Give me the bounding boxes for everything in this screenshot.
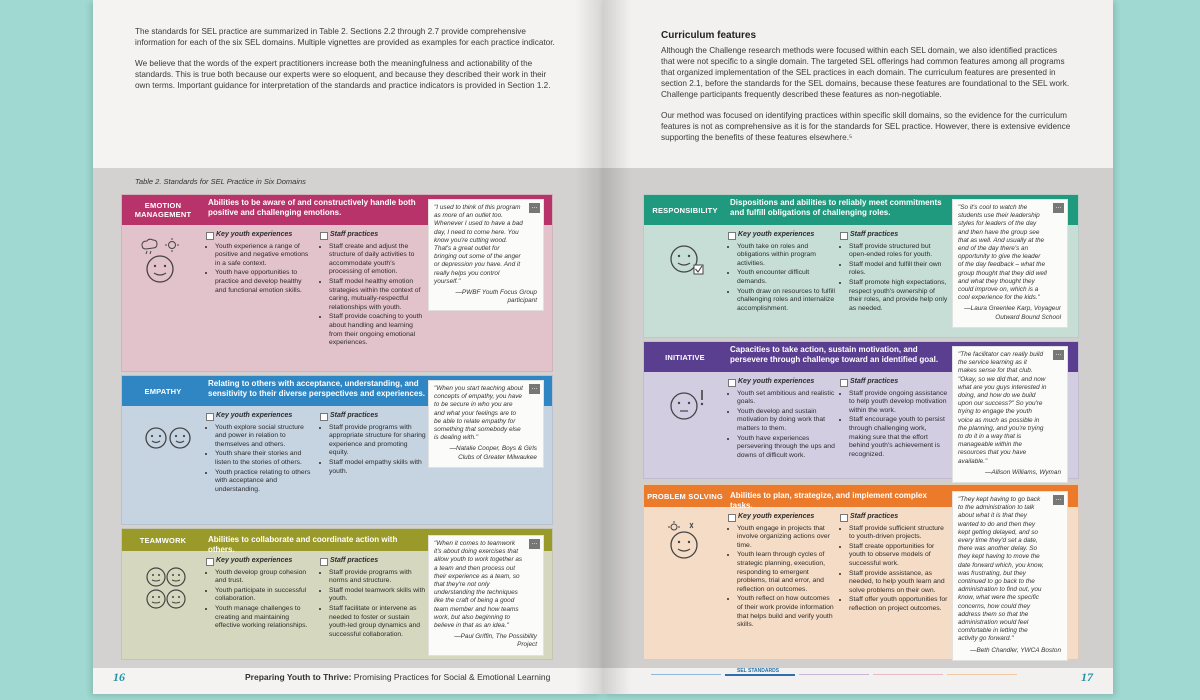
section-heading: Curriculum features (661, 30, 757, 41)
book-spread (93, 0, 1113, 700)
list-item: • Youth reflect on how outcomes of their work provide information that helps build and verify youth skills. (737, 595, 836, 629)
key-youth-heading: Key youth experiences (206, 412, 314, 421)
list-item: • Youth practice relating to others with acceptance and understanding. (215, 469, 314, 495)
section-nav-strip (651, 668, 1031, 680)
domain-name: INITIATIVE (665, 352, 705, 362)
footer-title-rest: Promising Practices for Social & Emotional Learning (351, 672, 551, 682)
quote-icon: ... (529, 384, 540, 394)
staff-practices-heading: Staff practices (320, 231, 428, 240)
key-youth-heading: Key youth experiences (206, 231, 314, 240)
intro-paragraph: We believe that the words of the expert practitioners increase both the meaningfulness and actionability of the standards. This is true both because our experts were so eloquent, and because they described their work in their own terms. Important guidance for interpretation of the standards and practice indicators is provided in Section 1.2. (135, 59, 551, 90)
list-item: • Youth manage challenges to creating and maintaining effective working relationships. (215, 605, 314, 631)
key-youth-heading: Key youth experiences (206, 557, 314, 566)
list-item: • Staff provide ongoing assistance to help youth develop motivation within the work. (849, 390, 948, 416)
key-youth-heading: Key youth experiences (728, 378, 836, 387)
key-youth-column (206, 231, 314, 296)
right-page (603, 0, 1113, 694)
quote-attribution: —Natalie Cooper, Boys & Girls Clubs of Greater Milwaukee (449, 445, 537, 461)
key-youth-column (728, 231, 836, 314)
domain-emotion-management (121, 194, 553, 372)
quote-icon: ... (1053, 495, 1064, 505)
running-footer-title (245, 672, 550, 682)
staff-practices-heading: Staff practices (840, 513, 948, 522)
quote-box (952, 491, 1068, 661)
left-intro (135, 26, 555, 101)
domain-name: TEAMWORK (139, 535, 187, 545)
quote-box (952, 199, 1068, 328)
list-item: • Youth develop group cohesion and trust. (215, 569, 314, 586)
intro-paragraph: The standards for SEL practice are summarized in Table 2. Sections 2.2 through 2.7 provide comprehensive information for each of the six SEL domains. Multiple vignettes are provided as examples for each practice indicator. (135, 27, 555, 47)
list-item: • Youth draw on resources to fulfill challenging roles and internalize accomplishment. (737, 288, 836, 314)
checkmark-face-icon (660, 237, 720, 287)
list-item: • Youth experience a range of positive and negative emotions in a safe context. (215, 243, 314, 269)
intro-paragraph: Our method was focused on identifying practices within specific skill domains, so the evidence for the curriculum features is not as comprehensive as it is for the standards for SEL practice. However, there is extensive evidence supporting the benefits of these features elsewhere.⁵ (661, 111, 1071, 142)
quote-text: "When it comes to teamwork it's about doing exercises that allow youth to work together as a team and then process out their experience as a team, so that they're not only understanding the techniques like the craft of being a good team member and how teams work, but also beginning to believe in that as an idea." (434, 540, 523, 630)
domain-name: EMPATHY (144, 386, 182, 396)
list-item: • Youth learn through cycles of strategic planning, execution, responding to emergent problems, trial and error, and reflection on outcomes. (737, 551, 836, 594)
quote-box (952, 346, 1068, 483)
domain-description: Abilities to collaborate and coordinate action with others. (208, 535, 398, 554)
quote-icon: ... (529, 203, 540, 213)
quote-box (428, 380, 544, 468)
domain-description: Abilities to plan, strategize, and implement complex tasks. (730, 491, 927, 510)
quote-attribution: —Paul Griffin, The Possibility Project (454, 633, 537, 649)
key-youth-heading: Key youth experiences (728, 231, 836, 240)
quote-text: "So it's cool to watch the students use their leadership styles for leaders of the day and then have the group see that as well. And usually at the end of the day there's an opportunity to give the leader of the day feedback – what the group thought that they did well and what they thought they could improve on, which is a cool experience for the kids." (958, 204, 1047, 302)
staff-practices-column (320, 412, 428, 477)
group-faces-icon (138, 563, 198, 613)
quote-icon: ... (529, 539, 540, 549)
list-item: • Staff create and adjust the structure of daily activities to accommodate youth's processing of emotion. (329, 243, 428, 277)
domain-name: EMOTION MANAGEMENT (134, 201, 192, 219)
intro-paragraph: Although the Challenge research methods were focused within each SEL domain, we also identified practices that were not specific to a single domain. The targeted SEL offerings had common features among all programs that organized implementation of the SEL practices in each domain. The curriculum features are presented in section 2.1, before the standards for the SEL domains, because these features are foundational to the SEL work. Challenge participants frequently described these features as non-negotiable. (661, 46, 1070, 99)
page-number-left: 16 (113, 670, 125, 684)
quote-text: "When you start teaching about concepts of empathy, you have to be secure in who you are and what your feelings are to be able to relate empathy for something that somebody else is dealing with." (434, 385, 523, 442)
staff-practices-heading: Staff practices (320, 412, 428, 421)
list-item: • Staff model teamwork skills with youth. (329, 587, 428, 604)
two-faces-icon (138, 418, 198, 468)
list-item: • Staff provide assistance, as needed, to help youth learn and solve problems on their own. (849, 570, 948, 596)
emotion-face-icon (138, 237, 198, 287)
list-item: • Staff model healthy emotion strategies within the context of caring, mutually-respectful relationships with youth. (329, 278, 428, 312)
domain-description: Relating to others with acceptance, understanding, and sensitivity to their diverse perspectives and experiences. (208, 379, 425, 398)
domain-teamwork (121, 528, 553, 660)
list-item: • Youth have opportunities to practice and develop healthy and functional emotion skills. (215, 269, 314, 295)
nav-label: SEL STANDARDS (737, 668, 780, 674)
list-item: • Youth share their stories and listen to the stories of others. (215, 450, 314, 467)
list-item: • Youth take on roles and obligations within program activities. (737, 243, 836, 269)
list-item: • Staff promote high expectations, respect youth's ownership of their roles, and provide help only as needed. (849, 279, 948, 313)
key-youth-heading: Key youth experiences (728, 513, 836, 522)
staff-practices-heading: Staff practices (840, 231, 948, 240)
domain-initiative (643, 341, 1079, 479)
list-item: • Youth set ambitious and realistic goals. (737, 390, 836, 407)
nav-segment-active (725, 674, 795, 676)
staff-practices-heading: Staff practices (840, 378, 948, 387)
key-youth-column (206, 412, 314, 495)
key-youth-column (728, 378, 836, 461)
list-item: • Staff offer youth opportunities for reflection on project outcomes. (849, 596, 948, 613)
nav-segment (873, 674, 943, 675)
left-page (93, 0, 603, 694)
footer-title-bold: Preparing Youth to Thrive: (245, 672, 352, 682)
quote-attribution: —PWBF Youth Focus Group participant (455, 289, 537, 305)
quote-icon: ... (1053, 350, 1064, 360)
key-youth-column (728, 513, 836, 631)
domain-name: RESPONSIBILITY (652, 205, 718, 215)
quote-attribution: —Allison Williams, Wyman (985, 468, 1061, 476)
table-caption: Table 2. Standards for SEL Practice in Six Domains (135, 177, 306, 186)
quote-attribution: —Laura Greenlee Karp, Voyageur Outward Bound School (964, 305, 1061, 321)
list-item: • Youth participate in successful collaboration. (215, 587, 314, 604)
right-intro (661, 30, 1071, 153)
quote-box (428, 199, 544, 311)
list-item: • Staff provide coaching to youth about handling and learning from their ongoing emotional experiences. (329, 313, 428, 347)
list-item: • Youth encounter difficult demands. (737, 269, 836, 286)
domain-empathy (121, 375, 553, 525)
list-item: • Staff encourage youth to persist through challenging work, making sure that the effort behind youth's achievement is recognized. (849, 416, 948, 459)
list-item: • Staff provide programs with appropriate structure for sharing experience and promoting equity. (329, 424, 428, 458)
quote-box (428, 535, 544, 656)
nav-segment (799, 674, 869, 675)
quote-text: "The facilitator can really build the service learning as it makes sense for that club. "Okay, so we did that, and now what are you guys interested in doing, and how do we build upon our success?" So you're trying to engage the youth voice as much as possible in the planning, and you're trying to do it in a way that is manageable within the resources that you have available." (958, 351, 1047, 465)
list-item: • Youth engage in projects that involve organizing actions over time. (737, 525, 836, 551)
list-item: • Staff model empathy skills with youth. (329, 459, 428, 476)
list-item: • Youth develop and sustain motivation by doing work that matters to them. (737, 408, 836, 434)
staff-practices-column (840, 231, 948, 314)
page-number-right: 17 (1081, 670, 1093, 684)
domain-problem-solving (643, 484, 1079, 660)
staff-practices-column (320, 557, 428, 640)
list-item: • Staff create opportunities for youth to observe models of successful work. (849, 543, 948, 569)
domain-responsibility (643, 194, 1079, 338)
list-item: • Youth explore social structure and power in relation to themselves and others. (215, 424, 314, 450)
nav-segment (651, 674, 721, 675)
exclamation-face-icon (660, 384, 720, 434)
domain-description: Abilities to be aware of and constructively handle both positive and challenging emotions. (208, 198, 416, 217)
list-item: • Staff facilitate or intervene as needed to foster or sustain youth-led group dynamics and successful collaboration. (329, 605, 428, 639)
staff-practices-column (320, 231, 428, 349)
domain-name: PROBLEM SOLVING (647, 491, 723, 501)
domain-description: Capacities to take action, sustain motivation, and persevere through challenge toward an identified goal. (730, 345, 939, 364)
staff-practices-heading: Staff practices (320, 557, 428, 566)
domain-description: Dispositions and abilities to reliably meet commitments and fulfill obligations of challenging roles. (730, 198, 942, 217)
list-item: • Staff model and fulfill their own roles. (849, 261, 948, 278)
key-youth-column (206, 557, 314, 632)
list-item: • Staff provide sufficient structure to youth-driven projects. (849, 525, 948, 542)
list-item: • Staff provide structured but open-ended roles for youth. (849, 243, 948, 260)
quote-attribution: —Beth Chandler, YWCA Boston (970, 646, 1061, 654)
quote-icon: ... (1053, 203, 1064, 213)
quote-text: "I used to think of this program as more of an outlet too. Whenever I used to have a bad day, I need to come here. You know you're cutting wood. That's a great outlet for bringing out some of the anger or depression you have. And it really helps you control yourself." (434, 204, 523, 285)
nav-segment (947, 674, 1017, 675)
staff-practices-column (840, 513, 948, 615)
thinking-face-icon (660, 519, 720, 569)
quote-text: "They kept having to go back to the administration to talk about what it is that they wanted to do and then they kept getting delayed, and so every time they'd set a date, there was another delay. So they kept having to move the date forward which, you know, was frustrating, but they continued to go back to the administration to find out, you know, what were the specific concerns, how could they address them so that the administration would feel comfortable in letting the activity go forward." (958, 496, 1044, 643)
staff-practices-column (840, 378, 948, 460)
list-item: • Youth have experiences persevering through the ups and downs of difficult work. (737, 435, 836, 461)
list-item: • Staff provide programs with norms and structure. (329, 569, 428, 586)
